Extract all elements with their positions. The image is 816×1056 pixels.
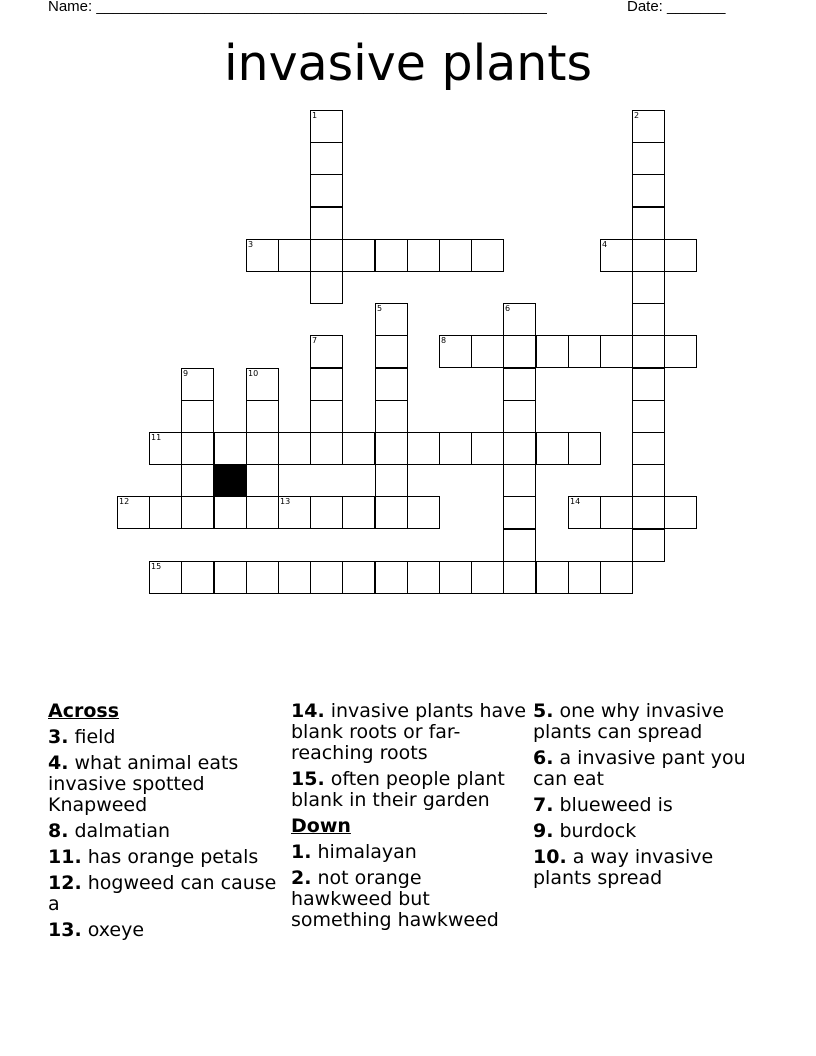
crossword-cell[interactable] — [149, 496, 182, 529]
clue-item — [48, 920, 284, 941]
clue-number: 6 — [505, 304, 511, 313]
clue-number-label: 15. — [291, 768, 325, 790]
clue-number: 15 — [151, 562, 162, 571]
clue-number-label: 13. — [48, 919, 82, 941]
crossword-cell[interactable] — [310, 561, 343, 594]
crossword-cell[interactable] — [439, 239, 472, 272]
crossword-cell[interactable] — [568, 335, 601, 368]
clue-item — [291, 769, 527, 811]
clue-text: hogweed can cause a — [48, 872, 277, 915]
crossword-cell[interactable] — [214, 561, 247, 594]
clue-number: 2 — [634, 111, 640, 120]
crossword-cell[interactable] — [407, 561, 440, 594]
crossword-cell[interactable] — [310, 400, 343, 433]
crossword-cell[interactable] — [375, 432, 408, 465]
crossword-cell[interactable] — [310, 496, 343, 529]
clues-heading: Down — [291, 815, 351, 837]
crossword-cell[interactable] — [117, 496, 150, 529]
clue-item — [291, 868, 527, 931]
clue-text: oxeye — [81, 919, 145, 941]
clue-text: often people plant blank in their garden — [291, 768, 505, 811]
crossword-cell[interactable] — [342, 496, 375, 529]
name-field-line: Name: ______________________________________________________ — [48, 0, 547, 15]
crossword-cell[interactable] — [632, 432, 665, 465]
crossword-cell[interactable] — [181, 368, 214, 401]
clue-item — [48, 727, 284, 748]
clue-text: himalayan — [311, 841, 417, 863]
crossword-cell[interactable] — [664, 239, 697, 272]
crossword-cell[interactable] — [632, 496, 665, 529]
date-field-line: Date: _______ — [627, 0, 726, 15]
crossword-cell[interactable] — [310, 110, 343, 143]
clue-item — [291, 701, 527, 764]
crossword-cell[interactable] — [632, 142, 665, 175]
clue-number: 5 — [377, 304, 383, 313]
crossword-cell[interactable] — [471, 239, 504, 272]
clue-item — [533, 795, 769, 816]
crossword-cell[interactable] — [600, 239, 633, 272]
crossword-cell[interactable] — [181, 432, 214, 465]
clue-number-label: 2. — [291, 867, 312, 889]
crossword-cell[interactable] — [503, 529, 536, 562]
clue-number: 1 — [312, 111, 318, 120]
crossword-cell[interactable] — [181, 496, 214, 529]
crossword-cell[interactable] — [632, 400, 665, 433]
clue-item — [533, 847, 769, 889]
crossword-cell[interactable] — [632, 174, 665, 207]
crossword-cell[interactable] — [375, 368, 408, 401]
clue-number: 8 — [441, 336, 447, 345]
crossword-cell[interactable] — [632, 529, 665, 562]
crossword-cell[interactable] — [375, 561, 408, 594]
clue-text: invasive plants have blank roots or far-reaching roots — [291, 700, 527, 764]
clue-number-label: 4. — [48, 752, 69, 774]
crossword-cell[interactable] — [536, 335, 569, 368]
crossword-cell[interactable] — [568, 496, 601, 529]
clue-number: 13 — [280, 497, 291, 506]
crossword-cell[interactable] — [310, 271, 343, 304]
clues-column-1 — [48, 701, 284, 946]
crossword-cell[interactable] — [439, 561, 472, 594]
crossword-cell[interactable] — [181, 464, 214, 497]
crossword-cell[interactable] — [632, 303, 665, 336]
crossword-black-cell — [214, 464, 247, 497]
clue-number: 14 — [570, 497, 581, 506]
clue-number-label: 11. — [48, 846, 82, 868]
clues-column-2 — [291, 701, 527, 936]
crossword-cell[interactable] — [246, 239, 279, 272]
clue-text: blueweed is — [553, 794, 673, 816]
clue-item — [48, 873, 284, 915]
crossword-cell[interactable] — [503, 464, 536, 497]
crossword-cell[interactable] — [568, 432, 601, 465]
crossword-cell[interactable] — [181, 400, 214, 433]
crossword-cell[interactable] — [246, 400, 279, 433]
crossword-cell[interactable] — [568, 561, 601, 594]
crossword-cell[interactable] — [664, 496, 697, 529]
crossword-cell[interactable] — [278, 496, 311, 529]
clue-number-label: 9. — [533, 820, 554, 842]
crossword-cell[interactable] — [342, 239, 375, 272]
crossword-cell[interactable] — [310, 142, 343, 175]
clue-text: has orange petals — [81, 846, 259, 868]
crossword-cell[interactable] — [278, 432, 311, 465]
crossword-cell[interactable] — [375, 335, 408, 368]
crossword-cell[interactable] — [632, 464, 665, 497]
clue-number-label: 3. — [48, 726, 69, 748]
clue-item — [533, 821, 769, 842]
crossword-cell[interactable] — [600, 335, 633, 368]
clue-text: not orange hawkweed but something hawkweed — [291, 867, 499, 931]
clue-number-label: 12. — [48, 872, 82, 894]
clue-number: 10 — [248, 369, 259, 378]
crossword-cell[interactable] — [246, 368, 279, 401]
clue-text: what animal eats invasive spotted Knapweed — [48, 752, 239, 816]
clue-item — [48, 753, 284, 816]
crossword-cell[interactable] — [407, 496, 440, 529]
clue-text: a invasive pant you can eat — [533, 747, 746, 790]
crossword-cell[interactable] — [503, 432, 536, 465]
crossword-cell[interactable] — [471, 432, 504, 465]
clue-number: 11 — [151, 433, 162, 442]
crossword-cell[interactable] — [246, 432, 279, 465]
clue-number-label: 7. — [533, 794, 554, 816]
crossword-cell[interactable] — [375, 496, 408, 529]
crossword-cell[interactable] — [310, 432, 343, 465]
clue-number-label: 6. — [533, 747, 554, 769]
crossword-cell[interactable] — [632, 335, 665, 368]
crossword-cell[interactable] — [310, 368, 343, 401]
clue-text: field — [68, 726, 116, 748]
crossword-cell[interactable] — [503, 561, 536, 594]
clue-item — [48, 847, 284, 868]
crossword-cell[interactable] — [246, 496, 279, 529]
clues-column-3 — [533, 701, 769, 894]
clue-item — [48, 821, 284, 842]
crossword-cell[interactable] — [246, 561, 279, 594]
crossword-cell[interactable] — [503, 496, 536, 529]
crossword-cell[interactable] — [149, 432, 182, 465]
crossword-cell[interactable] — [632, 239, 665, 272]
crossword-cell[interactable] — [471, 335, 504, 368]
crossword-cell[interactable] — [310, 335, 343, 368]
crossword-cell[interactable] — [342, 432, 375, 465]
clues-heading: Across — [48, 700, 120, 722]
clue-text: a way invasive plants spread — [533, 846, 714, 889]
crossword-cell[interactable] — [310, 174, 343, 207]
crossword-cell[interactable] — [439, 432, 472, 465]
clue-item — [291, 842, 527, 863]
crossword-cell[interactable] — [246, 464, 279, 497]
crossword-cell[interactable] — [503, 335, 536, 368]
clue-number: 4 — [602, 240, 608, 249]
crossword-cell[interactable] — [214, 432, 247, 465]
crossword-cell[interactable] — [310, 239, 343, 272]
crossword-cell[interactable] — [407, 432, 440, 465]
crossword-cell[interactable] — [278, 561, 311, 594]
crossword-cell[interactable] — [632, 207, 665, 240]
page-title: invasive plants — [223, 35, 593, 92]
crossword-cell[interactable] — [632, 271, 665, 304]
clue-text: burdock — [553, 820, 637, 842]
clue-text: one why invasive plants can spread — [533, 700, 725, 743]
crossword-cell[interactable] — [664, 335, 697, 368]
clue-item — [533, 701, 769, 743]
crossword-cell[interactable] — [375, 464, 408, 497]
clue-text: dalmatian — [68, 820, 171, 842]
crossword-cell[interactable] — [503, 303, 536, 336]
crossword-cell[interactable] — [181, 561, 214, 594]
clue-item — [533, 748, 769, 790]
clue-number: 9 — [183, 369, 189, 378]
clue-number: 3 — [248, 240, 254, 249]
crossword-cell[interactable] — [149, 561, 182, 594]
clue-number: 12 — [119, 497, 130, 506]
crossword-cell[interactable] — [375, 303, 408, 336]
clue-number-label: 1. — [291, 841, 312, 863]
crossword-cell[interactable] — [214, 496, 247, 529]
crossword-cell[interactable] — [375, 400, 408, 433]
crossword-cell[interactable] — [632, 368, 665, 401]
clue-number-label: 8. — [48, 820, 69, 842]
clue-number: 7 — [312, 336, 318, 345]
clue-number-label: 5. — [533, 700, 554, 722]
crossword-cell[interactable] — [536, 432, 569, 465]
crossword-cell[interactable] — [503, 368, 536, 401]
crossword-cell[interactable] — [600, 561, 633, 594]
crossword-cell[interactable] — [536, 561, 569, 594]
clue-number-label: 14. — [291, 700, 325, 722]
clue-number-label: 10. — [533, 846, 567, 868]
crossword-cell[interactable] — [310, 207, 343, 240]
crossword-cell[interactable] — [632, 110, 665, 143]
crossword-cell[interactable] — [439, 335, 472, 368]
crossword-cell[interactable] — [600, 496, 633, 529]
crossword-cell[interactable] — [503, 400, 536, 433]
crossword-cell[interactable] — [471, 561, 504, 594]
crossword-cell[interactable] — [375, 239, 408, 272]
crossword-cell[interactable] — [342, 561, 375, 594]
crossword-cell[interactable] — [278, 239, 311, 272]
crossword-cell[interactable] — [407, 239, 440, 272]
